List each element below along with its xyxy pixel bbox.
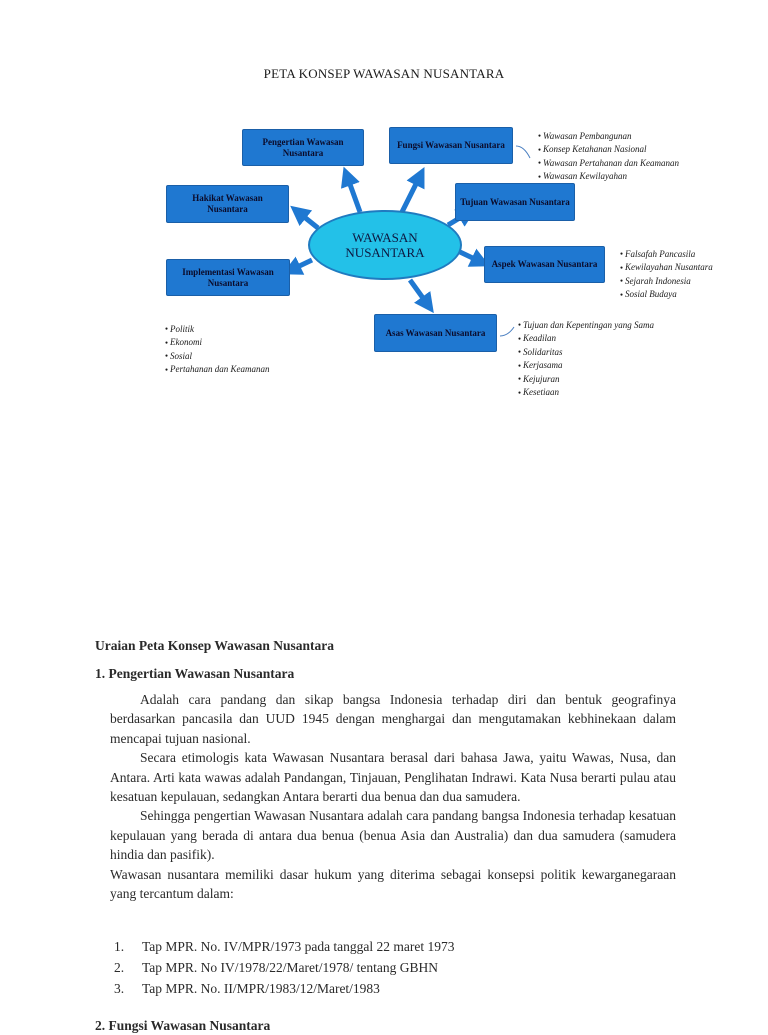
list-item: ● Sejarah Indonesia bbox=[620, 275, 713, 288]
list-item: ● Politik bbox=[165, 323, 270, 336]
list-item: ● Pertahanan dan Keamanan bbox=[165, 363, 270, 376]
asas-list bbox=[518, 319, 678, 400]
list-item: ● Kerjasama bbox=[518, 359, 678, 372]
list-item: ● Ekonomi bbox=[165, 336, 270, 349]
list-item: 3. Tap MPR. No. II/MPR/1983/12/Maret/1983 bbox=[114, 981, 380, 996]
arrow-pengertian bbox=[347, 176, 360, 212]
list-item: ● Konsep Ketahanan Nasional bbox=[538, 143, 679, 156]
list-item: ● Falsafah Pancasila bbox=[620, 248, 713, 261]
paragraph: Secara etimologis kata Wawasan Nusantara berasal dari bahasa Jawa, yaitu Wawas, Nusa, dan Antara. Arti kata wawas adalah Pandangan, Tinjauan, Penglihatan Indrawi. Kata Nusa berarti pulau atau kesatuan kepulauan, sedangkan Antara berarti dua benua dan dua samudera. bbox=[110, 750, 676, 805]
connector-asas bbox=[500, 327, 514, 336]
paragraph: Sehingga pengertian Wawasan Nusantara adalah cara pandang bangsa Indonesia terhadap kesatuan kepulauan yang berada di antara dua benua (benua Asia dan Australia) dan dua samudera (samudera hindia dan pasifik). bbox=[110, 808, 676, 863]
legal-basis-list bbox=[114, 936, 455, 999]
connector-fungsi bbox=[516, 146, 530, 158]
list-item: ● Wawasan Kewilayahan bbox=[538, 170, 679, 183]
list-item: ● Kewilayahan Nusantara bbox=[620, 261, 713, 274]
implementasi-list bbox=[165, 323, 270, 377]
paragraph: Wawasan nusantara memiliki dasar hukum yang diterima sebagai konsepsi politik kewarganegaraan yang tercantum dalam: bbox=[110, 866, 676, 902]
arrow-hakikat bbox=[298, 212, 318, 228]
list-item: 2. Tap MPR. No IV/1978/22/Maret/1978/ tentang GBHN bbox=[114, 960, 439, 975]
list-item: ● Keadilan bbox=[518, 332, 678, 345]
doc-heading: Uraian Peta Konsep Wawasan Nusantara bbox=[95, 638, 335, 653]
arrow-asas bbox=[410, 280, 428, 305]
arrow-aspek bbox=[460, 252, 481, 262]
aspek-list bbox=[620, 248, 713, 302]
node-implementasi: Implementasi Wawasan Nusantara bbox=[166, 259, 290, 296]
list-item: ● Kesetiaan bbox=[518, 386, 678, 399]
list-item: ● Wawasan Pertahanan dan Keamanan bbox=[538, 157, 679, 170]
list-item: ● Sosial bbox=[165, 350, 270, 363]
paragraph: Adalah cara pandang dan sikap bangsa Indonesia terhadap diri dan bentuk geografinya berdasarkan pancasila dan UUD 1945 dengan menghargai dan mengutamakan kebhinekaan dalam mencapai tujuan nasional. bbox=[110, 692, 676, 746]
center-node: WAWASAN NUSANTARA bbox=[308, 210, 462, 280]
list-item: ● Sosial Budaya bbox=[620, 288, 713, 301]
section-1-heading: 1. Pengertian Wawasan Nusantara bbox=[95, 666, 295, 681]
node-hakikat: Hakikat Wawasan Nusantara bbox=[166, 185, 289, 223]
node-tujuan: Tujuan Wawasan Nusantara bbox=[455, 183, 575, 221]
list-item: ● Tujuan dan Kepentingan yang Sama bbox=[518, 319, 678, 332]
node-fungsi: Fungsi Wawasan Nusantara bbox=[389, 127, 513, 164]
node-asas: Asas Wawasan Nusantara bbox=[374, 314, 497, 352]
list-item: 1. Tap MPR. No. IV/MPR/1973 pada tanggal 22 maret 1973 bbox=[114, 939, 455, 954]
fungsi-list bbox=[538, 130, 679, 184]
list-item: ● Solidaritas bbox=[518, 346, 678, 359]
page-title: PETA KONSEP WAWASAN NUSANTARA bbox=[263, 66, 505, 81]
list-item: ● Kejujuran bbox=[518, 373, 678, 386]
node-aspek: Aspek Wawasan Nusantara bbox=[484, 246, 605, 283]
list-item: ● Wawasan Pembangunan bbox=[538, 130, 679, 143]
arrow-fungsi bbox=[402, 176, 420, 212]
node-pengertian: Pengertian Wawasan Nusantara bbox=[242, 129, 364, 166]
section-2-heading: 2. Fungsi Wawasan Nusantara bbox=[95, 1018, 271, 1033]
doc-body bbox=[110, 690, 676, 903]
arrow-implementasi bbox=[291, 260, 312, 270]
